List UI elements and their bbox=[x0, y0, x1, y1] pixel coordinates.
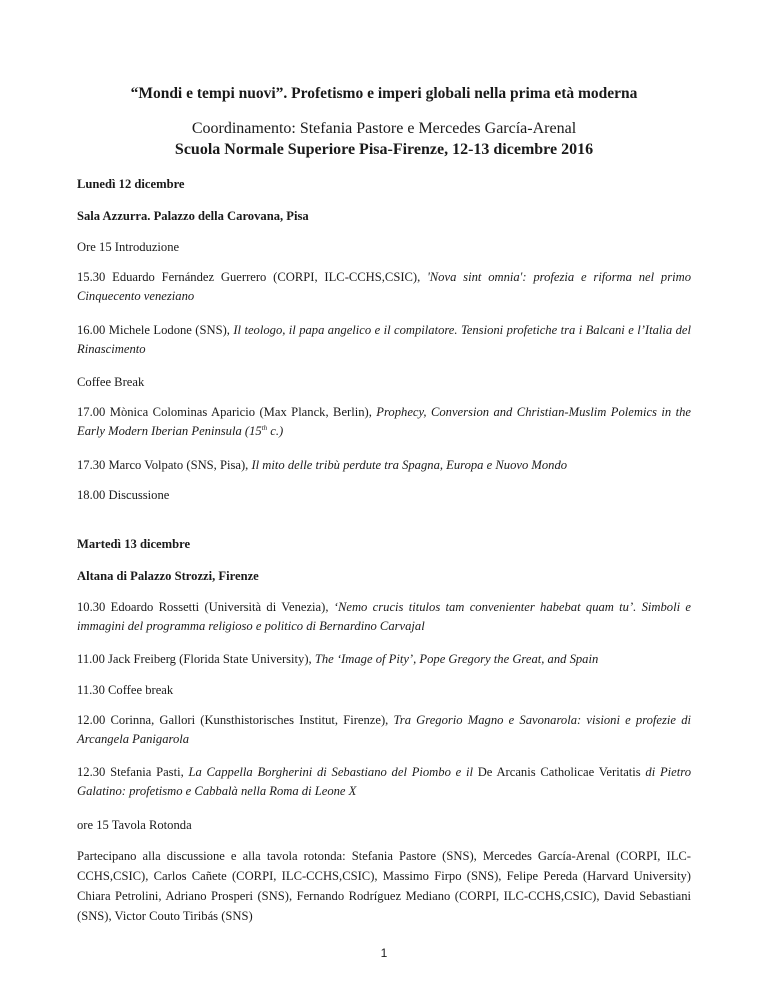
talk-speaker: 17.30 Marco Volpato (SNS, Pisa), bbox=[77, 458, 252, 472]
talk-title-part-2: De Arcanis Catholicae Veritatis bbox=[477, 765, 641, 779]
talk-title: Tra Gregorio Magno e Savonarola: visioni e profezie di Arcangela Panigarola bbox=[77, 713, 691, 746]
day2-talk-4 bbox=[77, 763, 691, 801]
day2-participants: Partecipano alla discussione e alla tavola rotonda: Stefania Pastore (SNS), Mercedes García-Arenal (CORPI, ILC-CCHS,CSIC), Carlos Cañete (CORPI, ILC-CCHS,CSIC), Massimo Firpo (SNS), Felipe Pereda (Harvard University) Chiara Petrolini, Adriano Prosperi (SNS), Fernando Rodríguez Mediano (CORPI, ILC-CCHS,CSIC), David Sebastiani (SNS), Victor Couto Tiribás (SNS) bbox=[77, 849, 691, 923]
coordination-line: Coordinamento: Stefania Pastore e Mercedes García-Arenal bbox=[191, 120, 577, 137]
talk-speaker: 15.30 Eduardo Fernández Guerrero (CORPI, ILC-CCHS,CSIC), bbox=[77, 270, 428, 284]
talk-title: 'Nova sint omnia': profezia e riforma nel primo Cinquecento veneziano bbox=[77, 270, 692, 303]
day2-heading: Martedì 13 dicembre bbox=[77, 537, 191, 551]
talk-title-sup: th bbox=[261, 423, 268, 432]
day1-heading: Lunedì 12 dicembre bbox=[77, 177, 185, 191]
day1-talk-3 bbox=[77, 403, 691, 441]
day1-discussion: 18.00 Discussione bbox=[77, 488, 170, 502]
day1-location: Sala Azzurra. Palazzo della Carovana, Pisa bbox=[77, 209, 309, 223]
talk-title-end: c.) bbox=[267, 424, 284, 438]
day1-talk-4 bbox=[77, 456, 567, 474]
talk-title: The ‘Image of Pity’, Pope Gregory the Great, and Spain bbox=[314, 652, 599, 666]
event-title: “Mondi e tempi nuovi”. Profetismo e imperi globali nella prima età moderna bbox=[130, 85, 638, 102]
talk-speaker: 12.30 Stefania Pasti, bbox=[77, 765, 189, 779]
talk-speaker: 10.30 Edoardo Rossetti (Università di Venezia), bbox=[77, 600, 334, 614]
day1-talk-1 bbox=[77, 268, 691, 306]
page-number: 1 bbox=[380, 946, 388, 960]
talk-title-part-1: La Cappella Borgherini di Sebastiano del Piombo e il bbox=[188, 765, 478, 779]
day2-coffee-break: 11.30 Coffee break bbox=[77, 683, 174, 697]
talk-speaker: 17.00 Mònica Colominas Aparicio (Max Planck, Berlin), bbox=[77, 405, 377, 419]
day1-talk-2 bbox=[77, 321, 691, 359]
talk-title: Il teologo, il papa angelico e il compilatore. Tensioni profetiche tra i Balcani e l’Italia del Rinascimento bbox=[77, 323, 691, 356]
day1-intro: Ore 15 Introduzione bbox=[77, 240, 180, 254]
day2-location: Altana di Palazzo Strozzi, Firenze bbox=[77, 569, 259, 583]
day2-talk-1 bbox=[77, 598, 691, 636]
talk-title-part-3: di Pietro Galatino: profetismo e Cabbalà nella Roma di Leone X bbox=[77, 765, 691, 798]
day1-coffee-break: Coffee Break bbox=[77, 375, 145, 389]
talk-title: Prophecy, Conversion and Christian-Muslim Polemics in the Early Modern Iberian Peninsula (15 bbox=[77, 405, 691, 438]
talk-title: ‘Nemo crucis titulos tam convenienter habebat quam tu’. Simboli e immagini del programma religioso e politico di Bernardino Carvajal bbox=[77, 600, 691, 633]
talk-speaker: 11.00 Jack Freiberg (Florida State University), bbox=[77, 652, 315, 666]
talk-speaker: 12.00 Corinna, Gallori (Kunsthistorisches Institut, Firenze), bbox=[77, 713, 394, 727]
day2-roundtable: ore 15 Tavola Rotonda bbox=[77, 818, 192, 832]
day2-talk-2 bbox=[77, 650, 598, 668]
talk-speaker: 16.00 Michele Lodone (SNS), bbox=[77, 323, 234, 337]
venue-line: Scuola Normale Superiore Pisa-Firenze, 12-13 dicembre 2016 bbox=[174, 141, 594, 158]
day2-talk-3 bbox=[77, 711, 691, 749]
talk-title: Il mito delle tribù perdute tra Spagna, Europa e Nuovo Mondo bbox=[251, 458, 568, 472]
